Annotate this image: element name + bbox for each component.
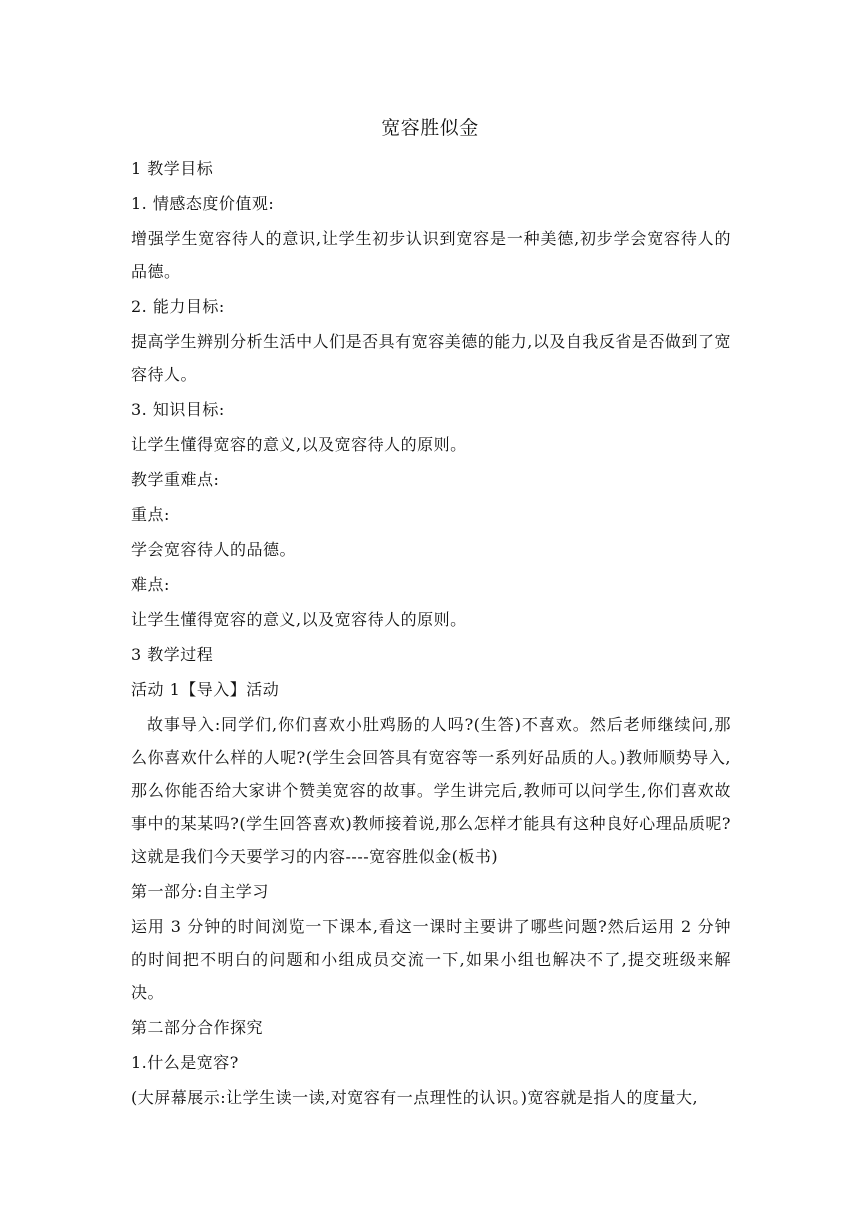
paragraph-story-intro: 故事导入:同学们,你们喜欢小肚鸡肠的人吗?(生答)不喜欢。然后老师继续问,那么你喜欢什么样的人呢?(学生会回答具有宽容等一系列好品质的人。)教师顺势导入,那么你能否给大家讲个赞美宽容的故事。学生讲完后,教师可以问学生,你们喜欢故事中的某某吗?(学生回答喜欢)教师接着说,那么怎样才能具有这种良好心理品质呢?这就是我们今天要学习的内容----宽容胜似金(板书) bbox=[131, 715, 731, 866]
paragraph-ability: 提高学生辨别分析生活中人们是否具有宽容美德的能力,以及自我反省是否做到了宽容待人。 bbox=[131, 332, 731, 384]
subheading-values: 1. 情感态度价值观: bbox=[131, 194, 275, 213]
paragraph-knowledge: 让学生懂得宽容的意义,以及宽容待人的原则。 bbox=[131, 435, 467, 454]
subheading-key-difficult: 教学重难点: bbox=[131, 470, 220, 489]
document-title: 宽容胜似金 bbox=[381, 117, 479, 139]
activity-heading: 活动 1【导入】活动 bbox=[131, 680, 280, 699]
paragraph-self-study: 运用 3 分钟的时间浏览一下课本,看这一课时主要讲了哪些问题?然后运用 2 分钟的时间把不明白的问题和小组成员交流一下,如果小组也解决不了,提交班级来解决。 bbox=[131, 917, 731, 1002]
subheading-knowledge: 3. 知识目标: bbox=[131, 400, 225, 419]
paragraph-key-point: 学会宽容待人的品德。 bbox=[131, 540, 297, 559]
part-two-heading: 第二部分合作探究 bbox=[131, 1018, 264, 1037]
label-key-point: 重点: bbox=[131, 505, 170, 524]
paragraph-values: 增强学生宽容待人的意识,让学生初步认识到宽容是一种美德,初步学会宽容待人的品德。 bbox=[131, 229, 731, 281]
label-difficult-point: 难点: bbox=[131, 575, 170, 594]
question-what-is-tolerance: 1.什么是宽容? bbox=[131, 1053, 239, 1072]
section-heading-process: 3 教学过程 bbox=[131, 645, 214, 664]
part-one-heading: 第一部分:自主学习 bbox=[131, 882, 269, 901]
paragraph-difficult-point: 让学生懂得宽容的意义,以及宽容待人的原则。 bbox=[131, 610, 467, 629]
document-body bbox=[131, 152, 731, 1116]
section-heading-objectives: 1 教学目标 bbox=[131, 159, 214, 178]
subheading-ability: 2. 能力目标: bbox=[131, 297, 225, 316]
paragraph-screen-display: (大屏幕展示:让学生读一读,对宽容有一点理性的认识。)宽容就是指人的度量大, bbox=[131, 1088, 699, 1107]
